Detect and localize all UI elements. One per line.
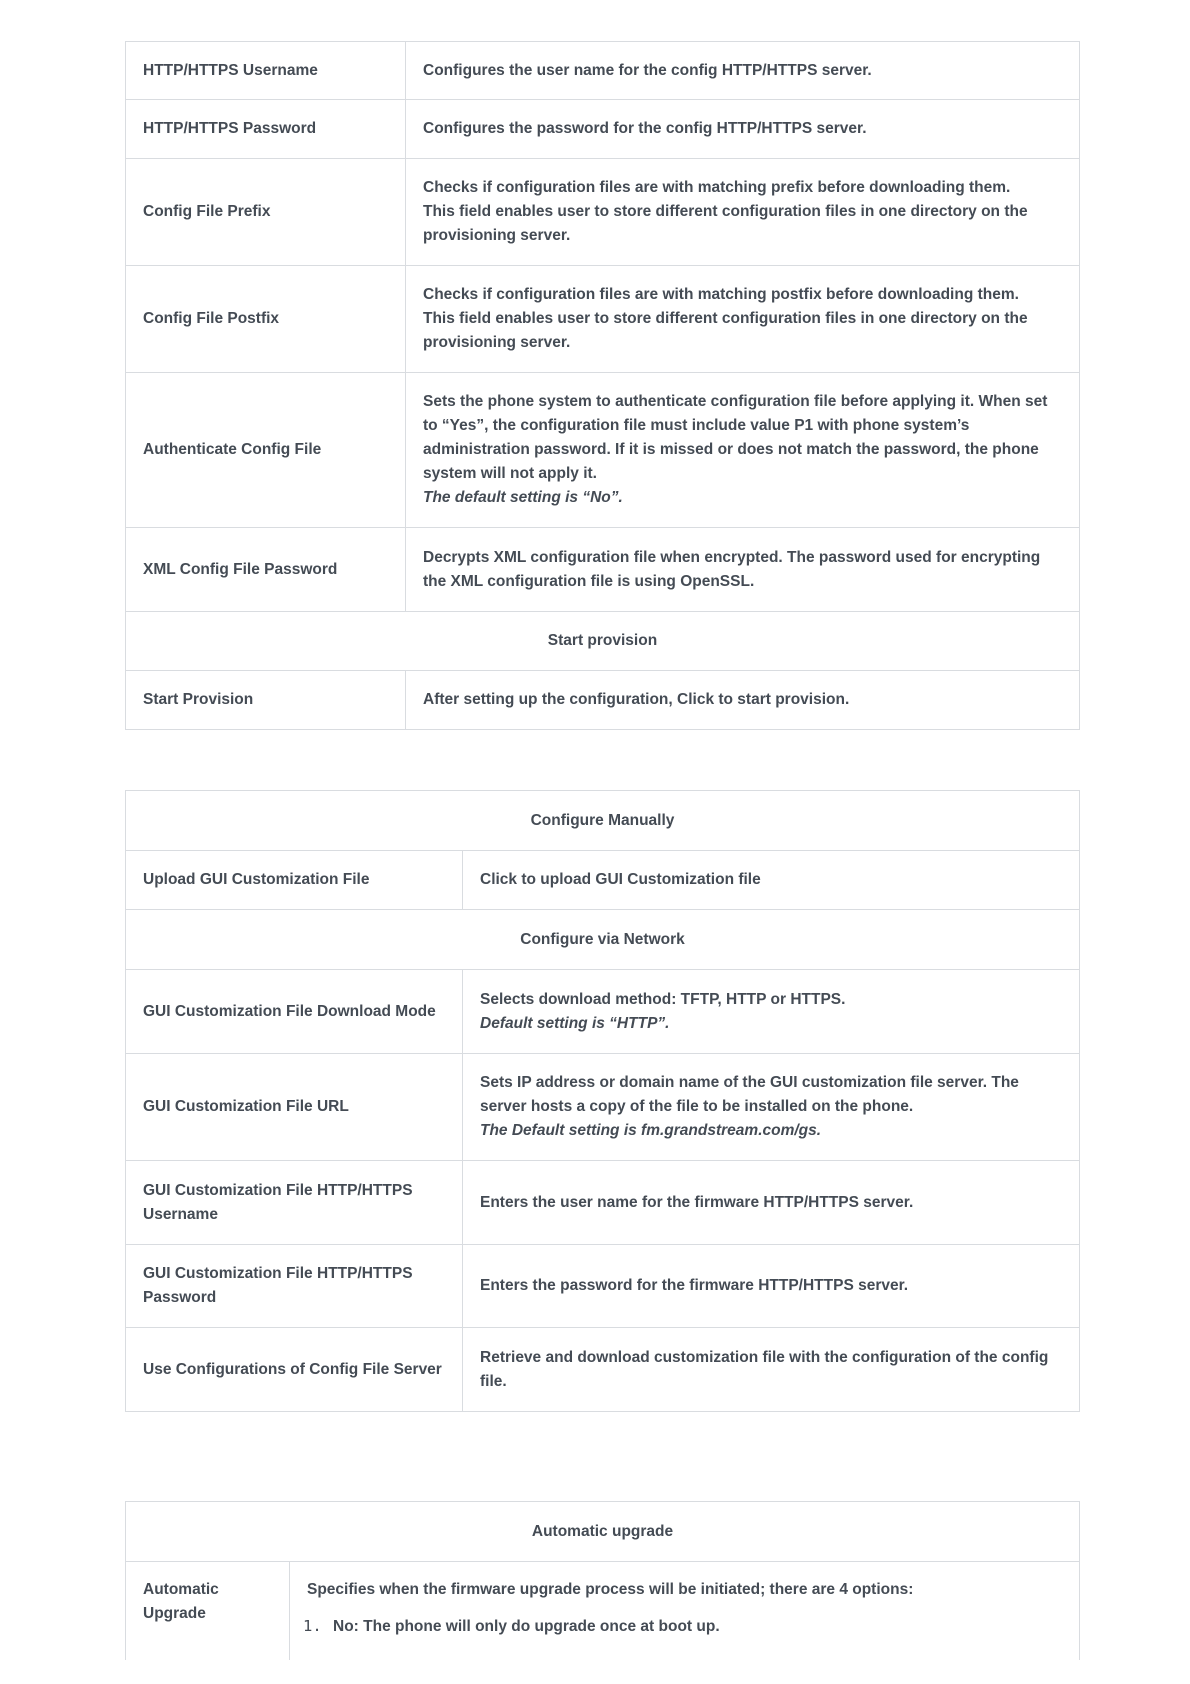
setting-description: Checks if configuration files are with matching postfix before downloading them. This field enables user to store different configuration files in one directory on the provisioning server. [406, 266, 1080, 373]
setting-label: GUI Customization File Download Mode [126, 970, 463, 1054]
setting-label: Upload GUI Customization File [126, 851, 463, 910]
table-row [126, 373, 1080, 528]
upgrade-options-list [307, 1614, 1062, 1639]
section-header-row [126, 1502, 1080, 1562]
section-title-configure-manually: Configure Manually [126, 791, 1080, 851]
setting-label: Authenticate Config File [126, 373, 406, 528]
table-row [126, 266, 1080, 373]
setting-label: HTTP/HTTPS Username [126, 42, 406, 100]
section-title-start-provision: Start provision [126, 612, 1080, 671]
setting-description: Click to upload GUI Customization file [463, 851, 1080, 910]
section-header-row [126, 791, 1080, 851]
setting-description: Configures the user name for the config HTTP/HTTPS server. [406, 42, 1080, 100]
setting-label: XML Config File Password [126, 528, 406, 612]
table-row [126, 42, 1080, 100]
section-header-row [126, 910, 1080, 970]
setting-description: Sets IP address or domain name of the GUI customization file server. The server hosts a copy of the file to be installed on the phone. The Default setting is fm.grandstream.com/gs. [463, 1054, 1080, 1161]
section-title-configure-via-network: Configure via Network [126, 910, 1080, 970]
table-row [126, 1161, 1080, 1245]
setting-description: Sets the phone system to authenticate configuration file before applying it. When set to “Yes”, the configuration file must include value P1 with phone system’s administration password. If it is missed or does not match the password, the phone system will not apply it. The default setting is “No”. [406, 373, 1080, 528]
table-row [126, 100, 1080, 159]
automatic-upgrade-table [125, 1501, 1080, 1660]
default-setting-note: Default setting is “HTTP”. [480, 1014, 670, 1032]
gui-customization-table [125, 790, 1080, 1412]
setting-description: Configures the password for the config HTTP/HTTPS server. [406, 100, 1080, 159]
setting-label: GUI Customization File HTTP/HTTPS Password [126, 1245, 463, 1328]
setting-label: GUI Customization File HTTP/HTTPS Username [126, 1161, 463, 1245]
table-row [126, 1562, 1080, 1660]
table-row [126, 671, 1080, 730]
default-setting-note: The default setting is “No”. [423, 489, 623, 506]
setting-description: Decrypts XML configuration file when encrypted. The password used for encrypting the XML configuration file is using OpenSSL. [406, 528, 1080, 612]
setting-label: Automatic Upgrade [126, 1562, 290, 1660]
table-row [126, 528, 1080, 612]
setting-label: Use Configurations of Config File Server [126, 1328, 463, 1412]
table-row [126, 1328, 1080, 1412]
setting-label: GUI Customization File URL [126, 1054, 463, 1161]
setting-description: Selects download method: TFTP, HTTP or HTTPS. Default setting is “HTTP”. [463, 970, 1080, 1054]
section-header-row [126, 612, 1080, 671]
table-row [126, 1245, 1080, 1328]
setting-description: Checks if configuration files are with matching prefix before downloading them. This field enables user to store different configuration files in one directory on the provisioning server. [406, 159, 1080, 266]
provisioning-table [125, 41, 1080, 730]
setting-description: Enters the password for the firmware HTTP/HTTPS server. [463, 1245, 1080, 1328]
table-row [126, 851, 1080, 910]
setting-label: Config File Postfix [126, 266, 406, 373]
setting-description: Enters the user name for the firmware HTTP/HTTPS server. [463, 1161, 1080, 1245]
table-row [126, 159, 1080, 266]
default-setting-note: The Default setting is fm.grandstream.com/gs. [480, 1122, 822, 1139]
setting-description: After setting up the configuration, Click to start provision. [406, 671, 1080, 730]
table-row [126, 970, 1080, 1054]
setting-label: HTTP/HTTPS Password [126, 100, 406, 159]
setting-label: Config File Prefix [126, 159, 406, 266]
setting-description: Specifies when the firmware upgrade process will be initiated; there are 4 options: 1. No: The phone will only do upgrade once at boot up. [290, 1562, 1080, 1660]
table-row [126, 1054, 1080, 1161]
section-title-automatic-upgrade: Automatic upgrade [126, 1502, 1080, 1562]
setting-label: Start Provision [126, 671, 406, 730]
list-item: 1. No: The phone will only do upgrade once at boot up. [331, 1614, 1062, 1639]
setting-description: Retrieve and download customization file with the configuration of the config file. [463, 1328, 1080, 1412]
